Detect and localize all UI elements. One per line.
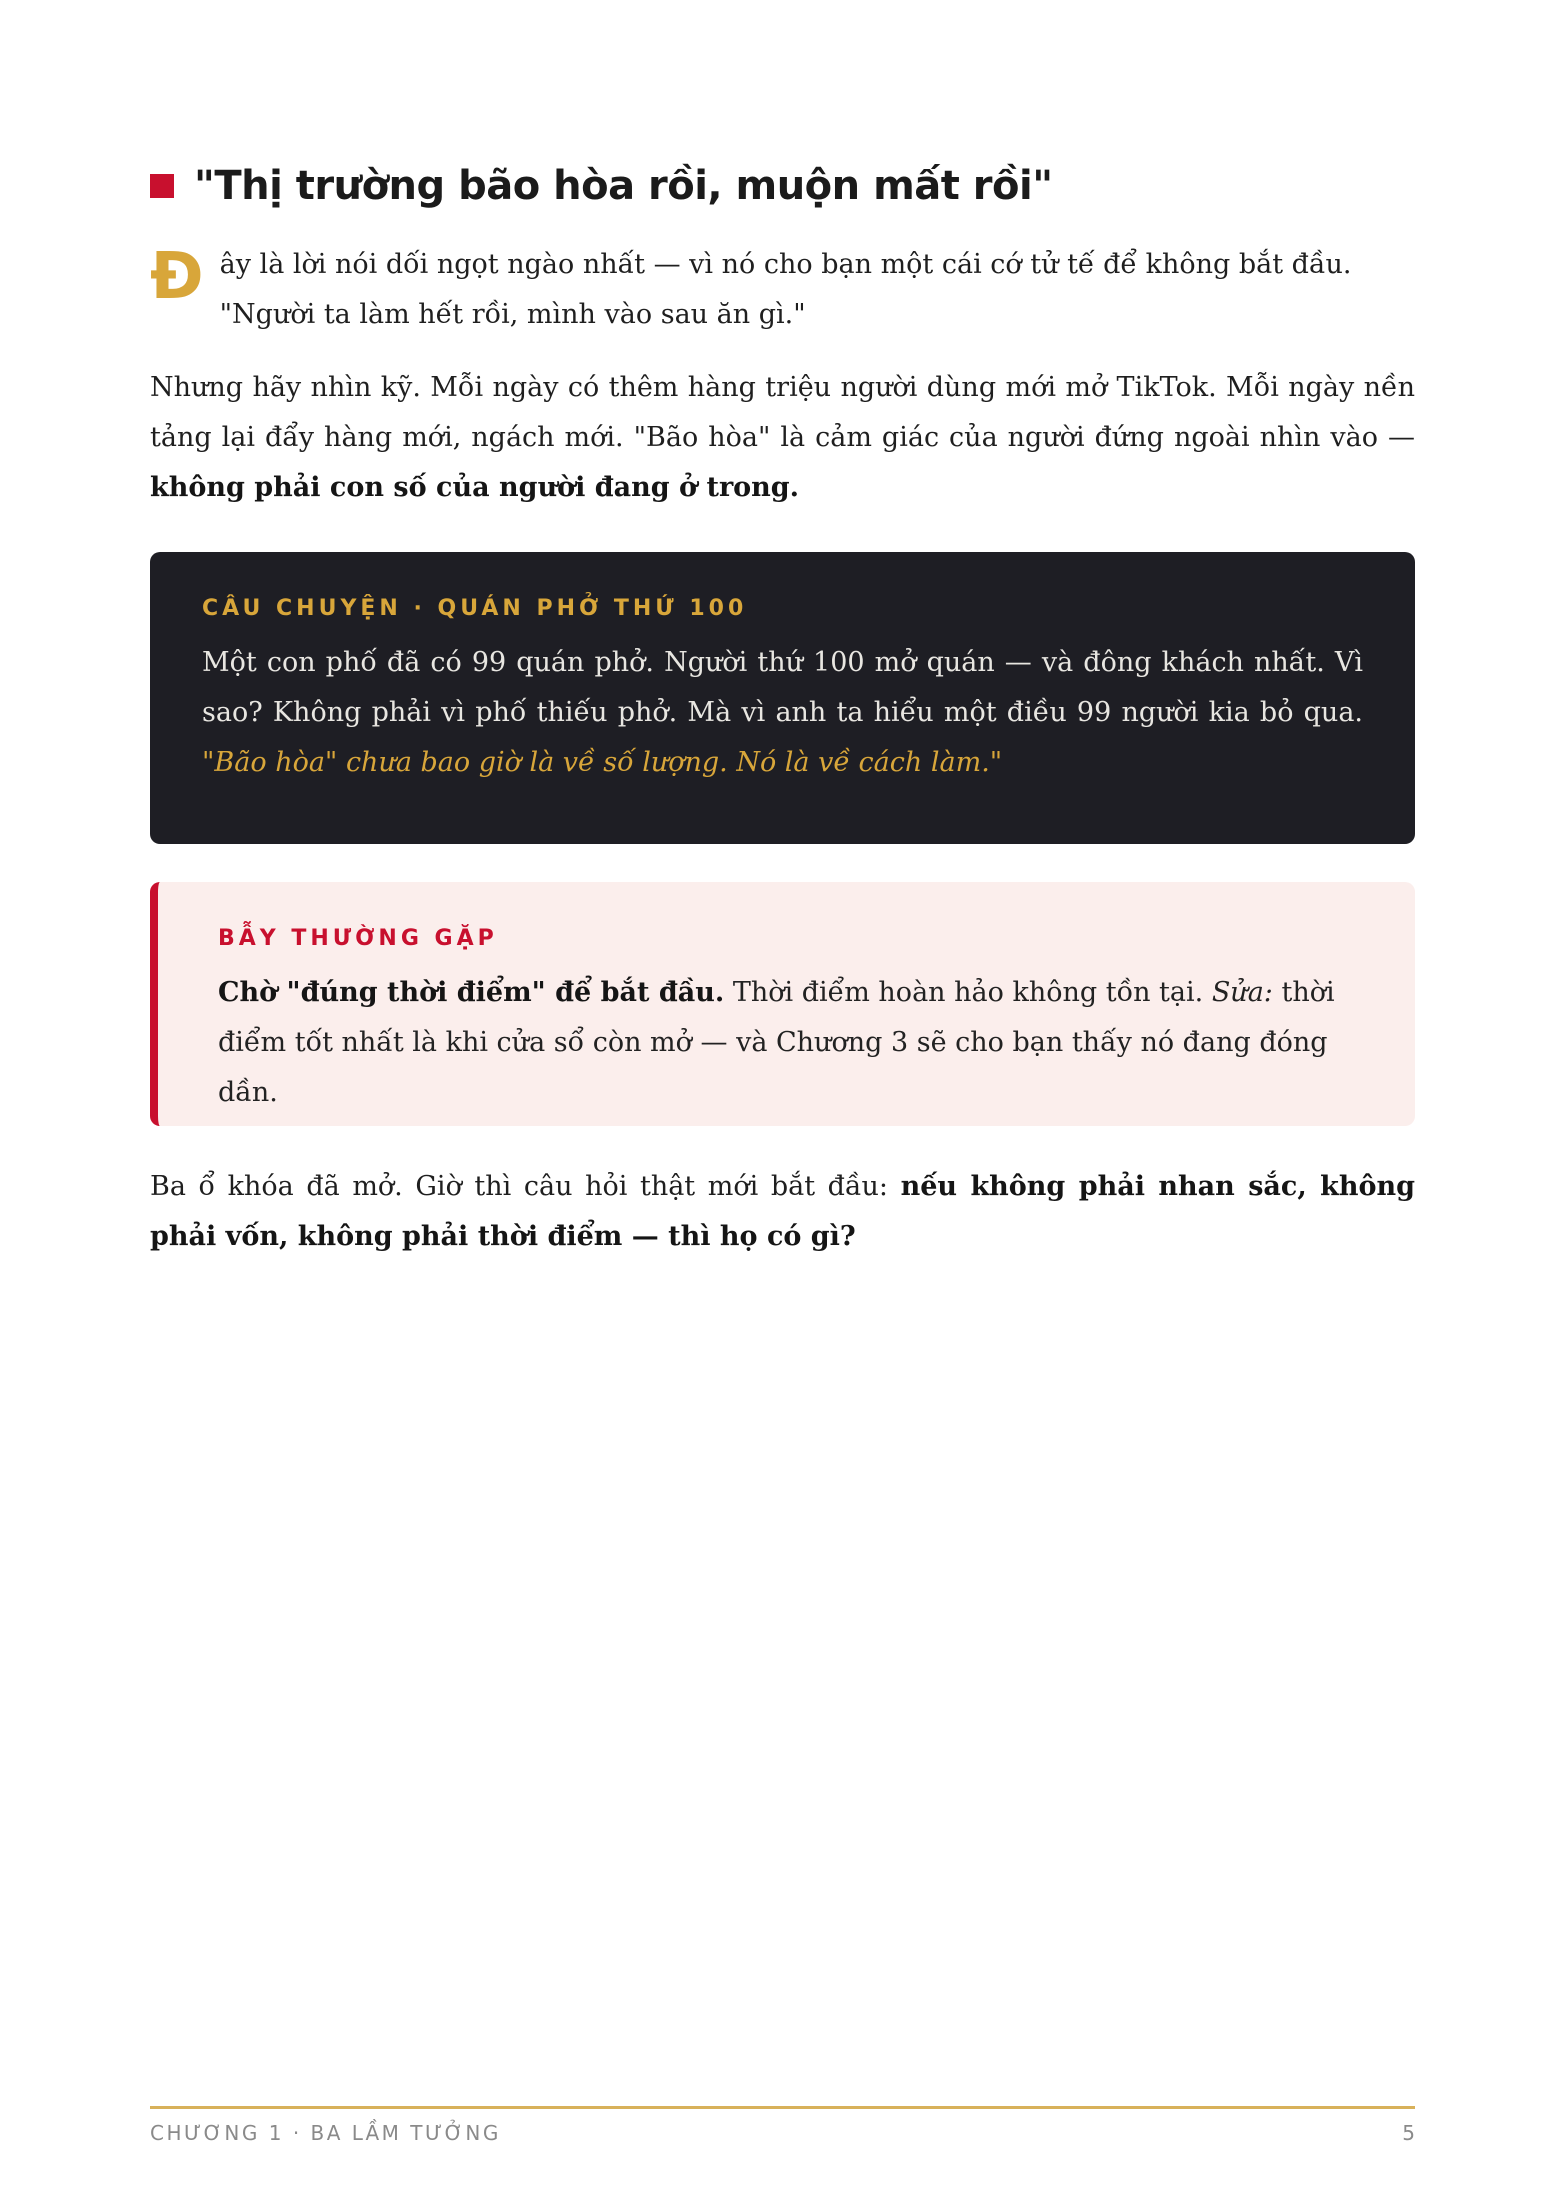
footer-chapter: CHƯƠNG 1 · BA LẦM TƯỞNG (150, 2121, 501, 2145)
document-page (150, 0, 1415, 2200)
intro-paragraph (150, 240, 1415, 340)
pitfall-text: Thời điểm hoàn hảo không tồn tại. (724, 977, 1212, 1008)
paragraph-emphasis: không phải con số của người đang ở trong. (150, 472, 800, 503)
pitfall-emphasis: Chờ "đúng thời điểm" để bắt đầu. (218, 977, 725, 1008)
section-heading (150, 158, 1415, 214)
page-number: 5 (1402, 2121, 1415, 2145)
drop-cap: Đ (150, 240, 204, 314)
closing-emphasis: nếu không phải nhan sắc, không phải vốn, không phải thời điểm — thì họ có gì? (150, 1171, 1415, 1252)
story-text-block (202, 638, 1363, 788)
pitfall-label: BẪY THƯỜNG GẶP (218, 926, 498, 951)
closing-text: Ba ổ khóa đã mở. Giờ thì câu hỏi thật mới bắt đầu: (150, 1171, 901, 1202)
footer-divider (150, 2106, 1415, 2109)
intro-text: ây là lời nói dối ngọt ngào nhất — vì nó cho bạn một cái cớ tử tế để không bắt đầu. "Người ta làm hết rồi, mình vào sau ăn gì." (219, 249, 1352, 330)
paragraph-text: Nhưng hãy nhìn kỹ. Mỗi ngày có thêm hàng triệu người dùng mới mở TikTok. Mỗi ngày nền tảng lại đẩy hàng mới, ngách mới. "Bão hòa" là cảm giác của người đứng ngoài nhìn vào — (150, 372, 1415, 453)
body-paragraph (150, 363, 1415, 513)
story-callout (150, 552, 1415, 844)
story-quote: "Bão hòa" chưa bao giờ là về số lượng. Nó là về cách làm." (202, 747, 1003, 778)
section-title: "Thị trường bão hòa rồi, muộn mất rồi" (194, 163, 1053, 209)
fix-label: Sửa: (1211, 977, 1273, 1008)
pitfall-text-block (218, 968, 1363, 1118)
red-square-icon (150, 174, 174, 198)
pitfall-callout (150, 882, 1415, 1126)
closing-paragraph (150, 1162, 1415, 1262)
fix-text: thời điểm tốt nhất là khi cửa sổ còn mở — và Chương 3 sẽ cho bạn thấy nó đang đóng dần. (218, 977, 1335, 1108)
story-text: Một con phố đã có 99 quán phở. Người thứ 100 mở quán — và đông khách nhất. Vì sao? Không phải vì phố thiếu phở. Mà vì anh ta hiểu một điều 99 người kia bỏ qua. (202, 647, 1363, 728)
story-label: CÂU CHUYỆN · QUÁN PHỞ THỨ 100 (202, 596, 748, 621)
